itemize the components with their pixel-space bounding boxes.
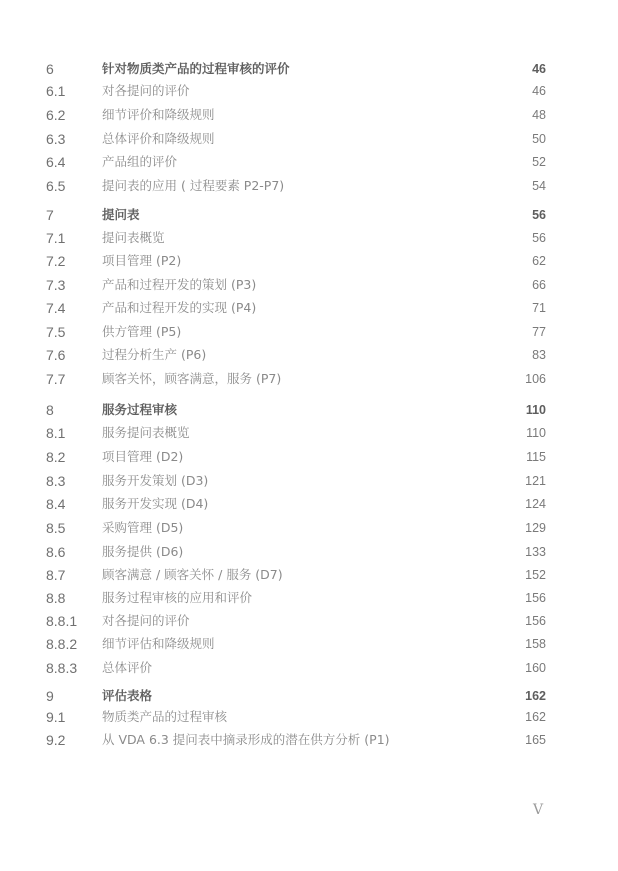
toc-section-row[interactable]	[0, 368, 618, 390]
toc-page-number: 46	[532, 84, 546, 98]
toc-section-row[interactable]	[0, 446, 618, 468]
toc-number: 8.1	[46, 425, 66, 441]
toc-section-row[interactable]	[0, 344, 618, 366]
toc-number: 6	[46, 61, 54, 77]
toc-number: 6.2	[46, 107, 66, 123]
page-number: V	[533, 802, 544, 818]
toc-section-row[interactable]	[0, 227, 618, 249]
toc-page-number: 62	[532, 254, 546, 268]
toc-title: 评估表格	[102, 688, 153, 703]
toc-number: 6.4	[46, 154, 66, 170]
toc-page-number: 54	[532, 179, 546, 193]
toc-section-row[interactable]	[0, 274, 618, 296]
toc-section-row[interactable]	[0, 422, 618, 444]
toc-number: 7.5	[46, 324, 66, 340]
toc-title: 供方管理 (P5)	[102, 324, 182, 339]
toc-number: 8.8	[46, 590, 66, 606]
toc-section-row[interactable]	[0, 470, 618, 492]
toc-page-number: 124	[525, 497, 546, 511]
toc-number: 8.8.2	[46, 636, 78, 652]
toc-number: 8.2	[46, 449, 66, 465]
toc-title: 提问表概览	[102, 230, 165, 245]
toc-section-row[interactable]	[0, 128, 618, 150]
toc-title: 提问表的应用 ( 过程要素 P2-P7)	[102, 178, 285, 193]
toc-section-row[interactable]	[0, 706, 618, 728]
toc-title: 总体评价和降级规则	[102, 131, 215, 146]
toc-page-number: 129	[525, 521, 546, 535]
toc-title: 细节评价和降级规则	[102, 107, 215, 122]
toc-page-number: 156	[525, 614, 546, 628]
toc-title: 产品和过程开发的实现 (P4)	[102, 300, 257, 315]
toc-title: 总体评价	[102, 660, 153, 675]
toc-section-row[interactable]	[0, 587, 618, 609]
toc-number: 8.7	[46, 567, 66, 583]
toc-page-number: 83	[532, 348, 546, 362]
toc-number: 7.7	[46, 371, 66, 387]
toc-title: 过程分析生产 (P6)	[102, 347, 207, 362]
toc-page-number: 56	[532, 208, 546, 222]
toc-number: 8.3	[46, 473, 66, 489]
toc-page-number: 66	[532, 278, 546, 292]
toc-page-number: 46	[532, 62, 546, 76]
toc-page-number: 56	[532, 231, 546, 245]
toc-page-number: 110	[525, 403, 546, 417]
toc-title: 服务开发策划 (D3)	[102, 473, 209, 488]
toc-section-row[interactable]	[0, 151, 618, 173]
toc-page-number: 48	[532, 108, 546, 122]
toc-number: 7.1	[46, 230, 66, 246]
toc-title: 服务过程审核	[102, 402, 178, 417]
toc-number: 6.1	[46, 83, 66, 99]
toc-number: 7.3	[46, 277, 66, 293]
toc-page-number: 165	[525, 733, 546, 747]
toc-title: 物质类产品的过程审核	[102, 709, 228, 724]
toc-title: 采购管理 (D5)	[102, 520, 184, 535]
toc-chapter-row[interactable]	[0, 58, 618, 80]
toc-section-row[interactable]	[0, 564, 618, 586]
toc-title: 对各提问的评价	[102, 613, 190, 628]
toc-number: 8.6	[46, 544, 66, 560]
toc-section-row[interactable]	[0, 729, 618, 751]
toc-section-row[interactable]	[0, 657, 618, 679]
toc-section-row[interactable]	[0, 493, 618, 515]
toc-page-number: 162	[525, 689, 546, 703]
toc-page-number: 121	[525, 474, 546, 488]
toc-page-number: 152	[525, 568, 546, 582]
toc-title: 产品和过程开发的策划 (P3)	[102, 277, 257, 292]
toc-number: 9	[46, 688, 54, 704]
toc-section-row[interactable]	[0, 610, 618, 632]
toc-section-row[interactable]	[0, 297, 618, 319]
toc-number: 7.6	[46, 347, 66, 363]
toc-number: 8.8.1	[46, 613, 78, 629]
toc-section-row[interactable]	[0, 321, 618, 343]
toc-title: 服务过程审核的应用和评价	[102, 590, 253, 605]
toc-title: 顾客关怀，顾客满意，服务 (P7)	[102, 371, 282, 386]
toc-page-number: 162	[525, 710, 546, 724]
toc-page-number: 50	[532, 132, 546, 146]
toc-section-row[interactable]	[0, 541, 618, 563]
toc-section-row[interactable]	[0, 250, 618, 272]
toc-title: 服务开发实现 (D4)	[102, 496, 209, 511]
toc-page-number: 160	[525, 661, 546, 675]
toc-page-number: 115	[526, 450, 546, 464]
toc-number: 7.4	[46, 300, 66, 316]
toc-page-number: 156	[525, 591, 546, 605]
toc-chapter-row[interactable]	[0, 685, 618, 707]
toc-title: 细节评估和降级规则	[102, 636, 215, 651]
toc-number: 8.4	[46, 496, 66, 512]
toc-page-number: 106	[525, 372, 546, 386]
toc-page-number: 71	[532, 301, 546, 315]
toc-title: 项目管理 (P2)	[102, 253, 182, 268]
toc-section-row[interactable]	[0, 175, 618, 197]
toc-section-row[interactable]	[0, 80, 618, 102]
toc-page-number: 110	[526, 426, 546, 440]
toc-number: 8.8.3	[46, 660, 78, 676]
toc-section-row[interactable]	[0, 104, 618, 126]
toc-number: 7.2	[46, 253, 66, 269]
toc-title: 服务提供 (D6)	[102, 544, 184, 559]
toc-chapter-row[interactable]	[0, 204, 618, 226]
toc-section-row[interactable]	[0, 517, 618, 539]
toc-section-row[interactable]	[0, 633, 618, 655]
toc-title: 从 VDA 6.3 提问表中摘录形成的潜在供方分析 (P1)	[102, 732, 390, 747]
toc-title: 服务提问表概览	[102, 425, 190, 440]
toc-title: 对各提问的评价	[102, 83, 190, 98]
toc-number: 8	[46, 402, 54, 418]
toc-title: 项目管理 (D2)	[102, 449, 184, 464]
toc-number: 8.5	[46, 520, 66, 536]
toc-number: 6.5	[46, 178, 66, 194]
toc-number: 9.2	[46, 732, 66, 748]
toc-title: 顾客满意 / 顾客关怀 / 服务 (D7)	[102, 567, 283, 582]
toc-page-number: 52	[532, 155, 546, 169]
toc-number: 7	[46, 207, 54, 223]
toc-title: 针对物质类产品的过程审核的评价	[102, 61, 290, 76]
toc-page-number: 133	[525, 545, 546, 559]
toc-chapter-row[interactable]	[0, 399, 618, 421]
toc-title: 提问表	[102, 207, 140, 222]
toc-number: 6.3	[46, 131, 66, 147]
toc-page-number: 158	[525, 637, 546, 651]
toc-number: 9.1	[46, 709, 66, 725]
toc-page-number: 77	[532, 325, 546, 339]
toc-title: 产品组的评价	[102, 154, 178, 169]
